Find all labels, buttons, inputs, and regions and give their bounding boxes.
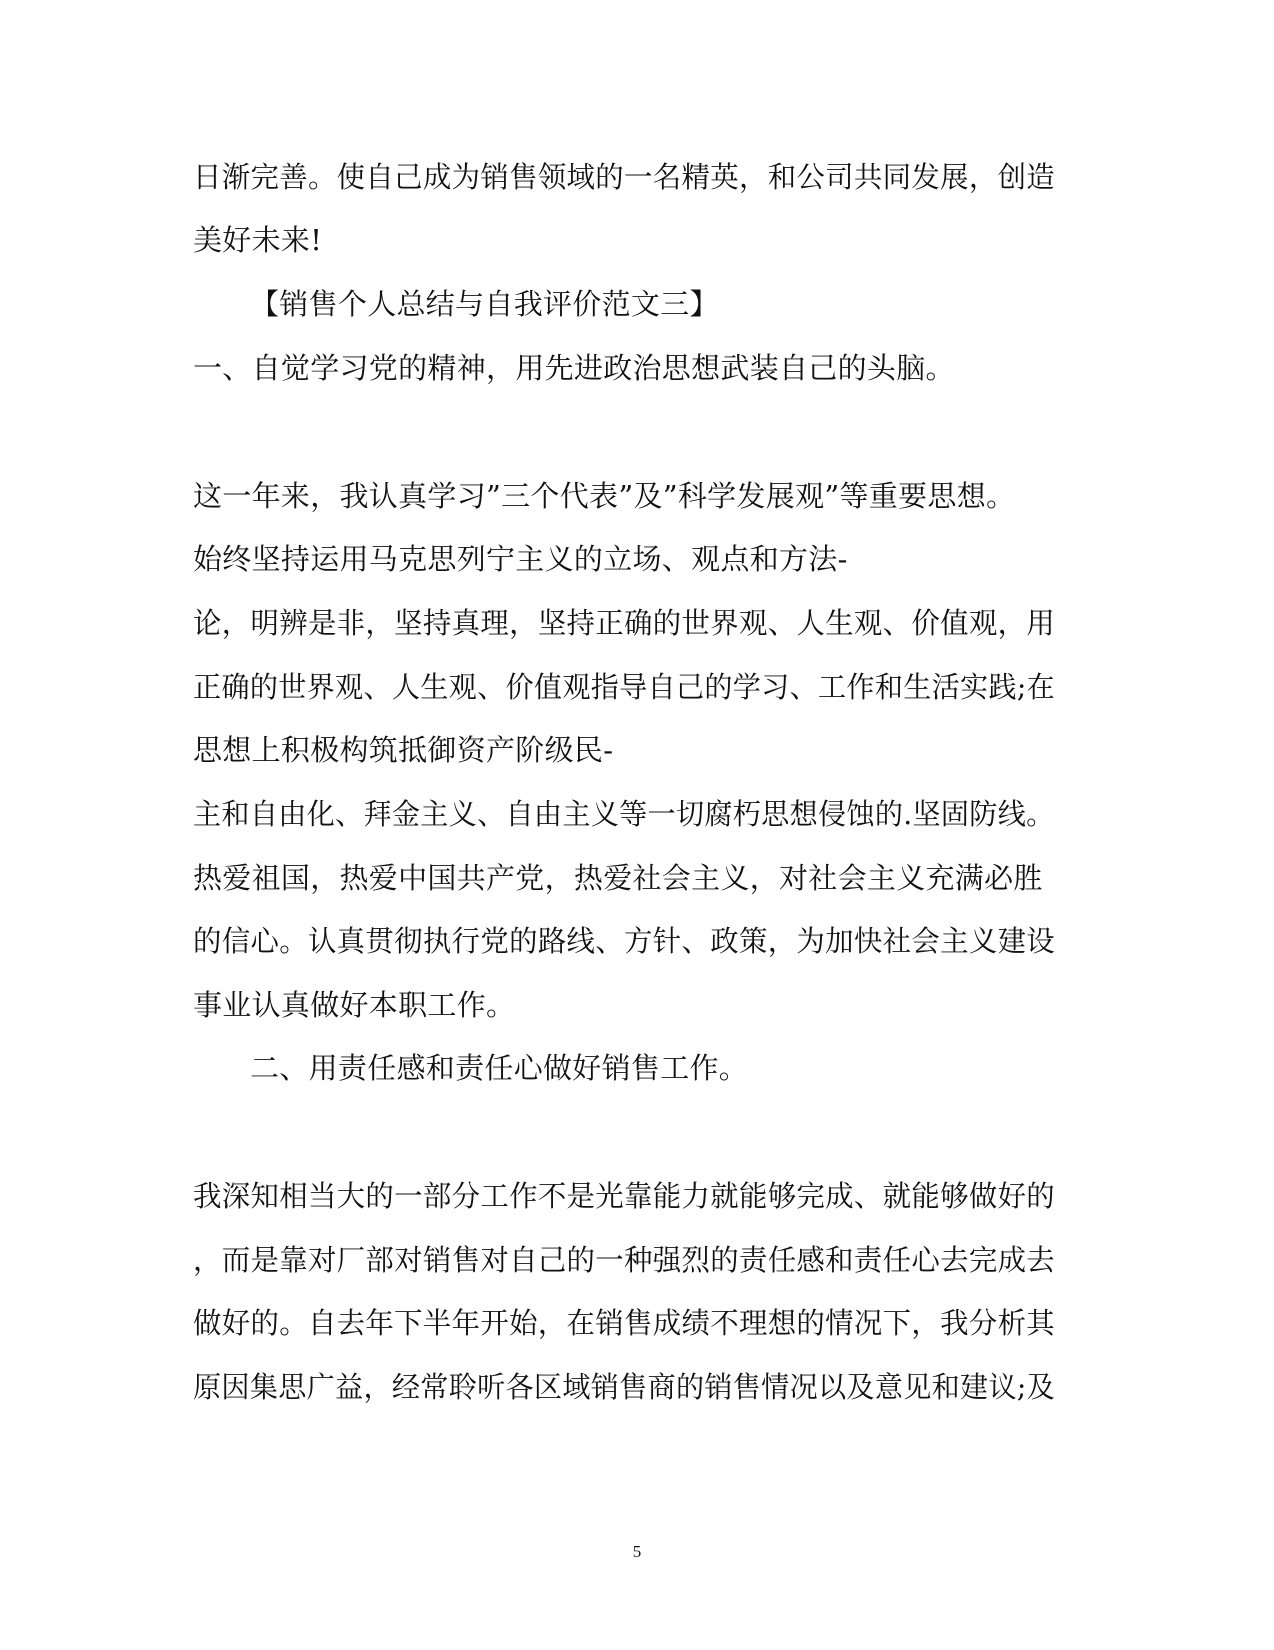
text-line: 事业认真做好本职工作。 [193, 988, 516, 1022]
subheading: 一、自觉学习党的精神，用先进政治思想武装自己的头脑。 [193, 351, 955, 385]
text-line: 正确的世界观、人生观、价值观指导自己的学习、工作和生活实践;在 [193, 670, 1056, 704]
subheading: 二、用责任感和责任心做好销售工作。 [250, 1051, 749, 1085]
text-line: 我深知相当大的一部分工作不是光靠能力就能够完成、就能够做好的 [193, 1179, 1056, 1213]
text-line: ，而是靠对厂部对销售对自己的一种强烈的责任感和责任心去完成去 [193, 1243, 1056, 1277]
section-heading: 【销售个人总结与自我评价范文三】 [250, 287, 719, 321]
text-line: 思想上积极构筑抵御资产阶级民- [193, 733, 614, 767]
text-line: 主和自由化、拜金主义、自由主义等一切腐朽思想侵蚀的.坚固防线。 [193, 797, 1055, 831]
text-line: 始终坚持运用马克思列宁主义的立场、观点和方法- [193, 542, 848, 576]
text-line: 日渐完善。使自己成为销售领域的一名精英，和公司共同发展，创造 [193, 160, 1056, 194]
text-line: 原因集思广益，经常聆听各区域销售商的销售情况以及意见和建议;及 [193, 1370, 1056, 1404]
text-line: 这一年来，我认真学习”三个代表”及”科学发展观”等重要思想。 [193, 479, 1016, 513]
text-line: 做好的。自去年下半年开始，在销售成绩不理想的情况下，我分析其 [193, 1306, 1056, 1340]
text-line: 的信心。认真贯彻执行党的路线、方针、政策，为加快社会主义建设 [193, 924, 1056, 958]
text-line: 美好未来! [193, 223, 323, 257]
text-line: 热爱祖国，热爱中国共产党，热爱社会主义，对社会主义充满必胜 [193, 861, 1043, 895]
text-line: 论，明辨是非，坚持真理，坚持正确的世界观、人生观、价值观，用 [193, 606, 1056, 640]
page-number: 5 [632, 1542, 642, 1561]
